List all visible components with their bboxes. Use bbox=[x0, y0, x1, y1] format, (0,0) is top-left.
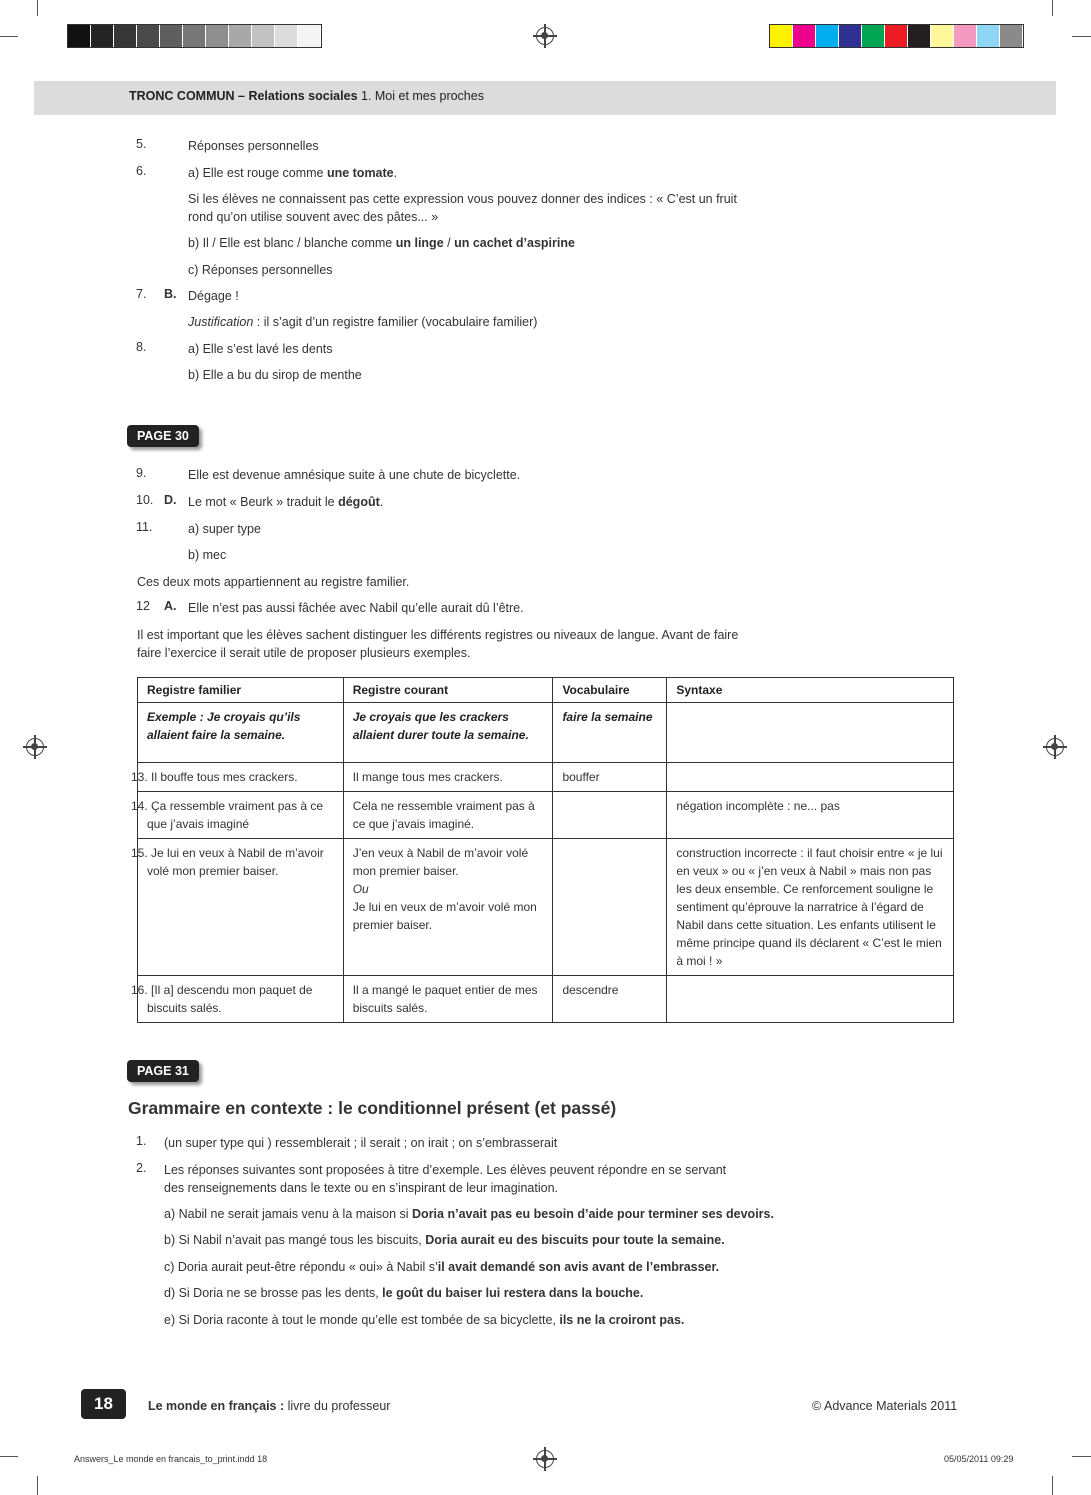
answer-line: c) Doria aurait peut-être répondu « oui» à Nabil s’il avait demandé son avis avant de l’embrasser. bbox=[164, 1260, 720, 1274]
table-cell: descendre bbox=[553, 976, 667, 1023]
table-cell bbox=[667, 763, 954, 792]
item-number: 8. bbox=[136, 340, 147, 354]
color-swatch bbox=[816, 25, 839, 47]
item-number: 6. bbox=[136, 164, 147, 178]
process-color-bar bbox=[769, 24, 1024, 48]
item-text: Le mot « Beurk » traduit le dégoût. bbox=[188, 495, 384, 509]
item-text: b) mec bbox=[188, 548, 227, 562]
color-swatch bbox=[275, 25, 298, 47]
table-cell: bouffer bbox=[553, 763, 667, 792]
column-header: Syntaxe bbox=[667, 678, 954, 703]
note-text: Ces deux mots appartiennent au registre familier. bbox=[137, 575, 410, 589]
table-row bbox=[138, 976, 954, 1023]
note-text: Il est important que les élèves sachent distinguer les différents registres ou niveaux de langue. Avant de faire bbox=[137, 628, 739, 642]
table-cell bbox=[667, 976, 954, 1023]
item-text: Elle est devenue amnésique suite à une chute de bicyclette. bbox=[188, 468, 521, 482]
table-cell bbox=[667, 703, 954, 763]
item-text: Justification : il s’agit d’un registre familier (vocabulaire familier) bbox=[188, 315, 538, 329]
answer-letter: A. bbox=[164, 599, 177, 613]
table-cell bbox=[553, 792, 667, 839]
page-number: 18 bbox=[81, 1389, 126, 1419]
item-number: 1. bbox=[136, 1134, 147, 1148]
color-swatch bbox=[298, 25, 321, 47]
page-badge: PAGE 30 bbox=[127, 425, 199, 447]
slug-filename: Answers_Le monde en francais_to_print.indd 18 bbox=[74, 1454, 268, 1464]
table-cell: Je croyais que les crackers allaient durer toute la semaine. bbox=[343, 703, 553, 763]
table-cell: 13. Il bouffe tous mes crackers. bbox=[138, 763, 344, 792]
crop-mark bbox=[1052, 1476, 1053, 1495]
color-swatch bbox=[183, 25, 206, 47]
table-row bbox=[138, 839, 954, 976]
item-number: 12 bbox=[136, 599, 150, 613]
item-text: Dégage ! bbox=[188, 289, 239, 303]
item-text: c) Réponses personnelles bbox=[188, 263, 333, 277]
color-swatch bbox=[839, 25, 862, 47]
language-register-table bbox=[131, 677, 954, 1023]
crop-mark bbox=[0, 1456, 18, 1457]
note-text: faire l’exercice il serait utile de proposer plusieurs exemples. bbox=[137, 646, 471, 660]
registration-mark-icon bbox=[536, 1450, 554, 1468]
table-cell: 14. Ça ressemble vraiment pas à ce que j’avais imaginé bbox=[138, 792, 344, 839]
copyright: © Advance Materials 2011 bbox=[812, 1399, 958, 1413]
item-text: Elle n’est pas aussi fâchée avec Nabil qu’elle aurait dû l’être. bbox=[188, 601, 524, 615]
item-text: b) Il / Elle est blanc / blanche comme un linge / un cachet d’aspirine bbox=[188, 236, 575, 250]
crop-mark bbox=[1072, 1456, 1091, 1457]
table-cell: construction incorrecte : il faut choisir entre « je lui en veux » ou « j’en veux à Nabil » mais non pas les deux ensemble. Ce renforcement souligne le sentiment qu’éprouve la narratrice à l’égard de Nabil dans cette situation. Les enfants utilisent le même principe quand ils déclarent « C’est le mien à moi ! » bbox=[667, 839, 954, 976]
color-swatch bbox=[229, 25, 252, 47]
item-text: b) Elle a bu du sirop de menthe bbox=[188, 368, 362, 382]
table-header-row bbox=[138, 678, 954, 703]
item-number: 2. bbox=[136, 1161, 147, 1175]
color-swatch bbox=[160, 25, 183, 47]
item-text: Les réponses suivantes sont proposées à titre d’exemple. Les élèves peuvent répondre en se servant bbox=[164, 1163, 727, 1177]
item-text: (un super type qui ) ressemblerait ; il serait ; on irait ; on s’embrasserait bbox=[164, 1136, 558, 1150]
color-swatch bbox=[793, 25, 816, 47]
slug-date: 05/05/2011 09:29 bbox=[944, 1454, 1014, 1464]
item-number: 11. bbox=[136, 520, 153, 534]
item-text: des renseignements dans le texte ou en s’inspirant de leur imagination. bbox=[164, 1181, 558, 1195]
color-swatch bbox=[770, 25, 793, 47]
column-header: Registre familier bbox=[138, 678, 344, 703]
registration-mark-icon bbox=[536, 27, 554, 45]
color-swatch bbox=[137, 25, 160, 47]
item-text: Réponses personnelles bbox=[188, 139, 319, 153]
crop-mark bbox=[1072, 36, 1091, 37]
table-row bbox=[138, 792, 954, 839]
color-swatch bbox=[908, 25, 931, 47]
table-cell: Cela ne ressemble vraiment pas à ce que j’avais imaginé. bbox=[343, 792, 553, 839]
color-swatch bbox=[114, 25, 137, 47]
color-swatch bbox=[954, 25, 977, 47]
table-cell: J’en veux à Nabil de m’avoir volé mon premier baiser. Ou Je lui en veux de m’avoir volé mon premier baiser. bbox=[343, 839, 553, 976]
crop-mark bbox=[37, 0, 38, 16]
answer-line: a) Nabil ne serait jamais venu à la maison si Doria n’avait pas eu besoin d’aide pour terminer ses devoirs. bbox=[164, 1207, 774, 1221]
item-text: a) super type bbox=[188, 522, 261, 536]
item-number: 7. bbox=[136, 287, 147, 301]
column-header: Registre courant bbox=[343, 678, 553, 703]
column-header: Vocabulaire bbox=[553, 678, 667, 703]
color-swatch bbox=[862, 25, 885, 47]
table-cell: faire la semaine bbox=[553, 703, 667, 763]
item-text: a) Elle est rouge comme une tomate. bbox=[188, 166, 398, 180]
item-number: 10. bbox=[136, 493, 154, 507]
item-number: 9. bbox=[136, 466, 147, 480]
item-text: a) Elle s’est lavé les dents bbox=[188, 342, 333, 356]
answer-letter: D. bbox=[164, 493, 177, 507]
table-cell: Exemple : Je croyais qu’ils allaient faire la semaine. bbox=[138, 703, 344, 763]
table-cell: 16. [Il a] descendu mon paquet de biscuits salés. bbox=[138, 976, 344, 1023]
table-cell bbox=[553, 839, 667, 976]
item-text: rond qu’on utilise souvent avec des pâtes... » bbox=[188, 210, 439, 224]
color-swatch bbox=[206, 25, 229, 47]
table-cell: Il mange tous mes crackers. bbox=[343, 763, 553, 792]
item-number: 5. bbox=[136, 137, 147, 151]
color-swatch bbox=[91, 25, 114, 47]
color-swatch bbox=[1000, 25, 1023, 47]
color-swatch bbox=[885, 25, 908, 47]
table-cell: Il a mangé le paquet entier de mes biscuits salés. bbox=[343, 976, 553, 1023]
table-row-example bbox=[138, 703, 954, 763]
table-cell: négation incomplète : ne... pas bbox=[667, 792, 954, 839]
color-swatch bbox=[977, 25, 1000, 47]
table-cell: 15. Je lui en veux à Nabil de m’avoir volé mon premier baiser. bbox=[138, 839, 344, 976]
section-title: Grammaire en contexte : le conditionnel présent (et passé) bbox=[128, 1098, 617, 1118]
registration-mark-icon bbox=[1046, 738, 1064, 756]
book-title: Le monde en français : livre du professeur bbox=[148, 1399, 391, 1413]
answer-line: b) Si Nabil n’avait pas mangé tous les biscuits, Doria aurait eu des biscuits pour toute la semaine. bbox=[164, 1233, 725, 1247]
answer-letter: B. bbox=[164, 287, 177, 301]
answer-line: e) Si Doria raconte à tout le monde qu’elle est tombée de sa bicyclette, ils ne la croiront pas. bbox=[164, 1313, 685, 1327]
color-swatch bbox=[68, 25, 91, 47]
crop-mark bbox=[0, 36, 18, 37]
crop-mark bbox=[1052, 0, 1053, 16]
crop-mark bbox=[37, 1476, 38, 1495]
answer-line: d) Si Doria ne se brosse pas les dents, le goût du baiser lui restera dans la bouche. bbox=[164, 1286, 644, 1300]
registration-mark-icon bbox=[26, 738, 44, 756]
table-row bbox=[138, 763, 954, 792]
grayscale-color-bar bbox=[67, 24, 322, 48]
item-text: Si les élèves ne connaissent pas cette expression vous pouvez donner des indices : « C’est un fruit bbox=[188, 192, 737, 206]
color-swatch bbox=[931, 25, 954, 47]
color-swatch bbox=[252, 25, 275, 47]
running-header: TRONC COMMUN – Relations sociales 1. Moi et mes proches bbox=[129, 89, 484, 103]
page-badge: PAGE 31 bbox=[127, 1060, 199, 1082]
